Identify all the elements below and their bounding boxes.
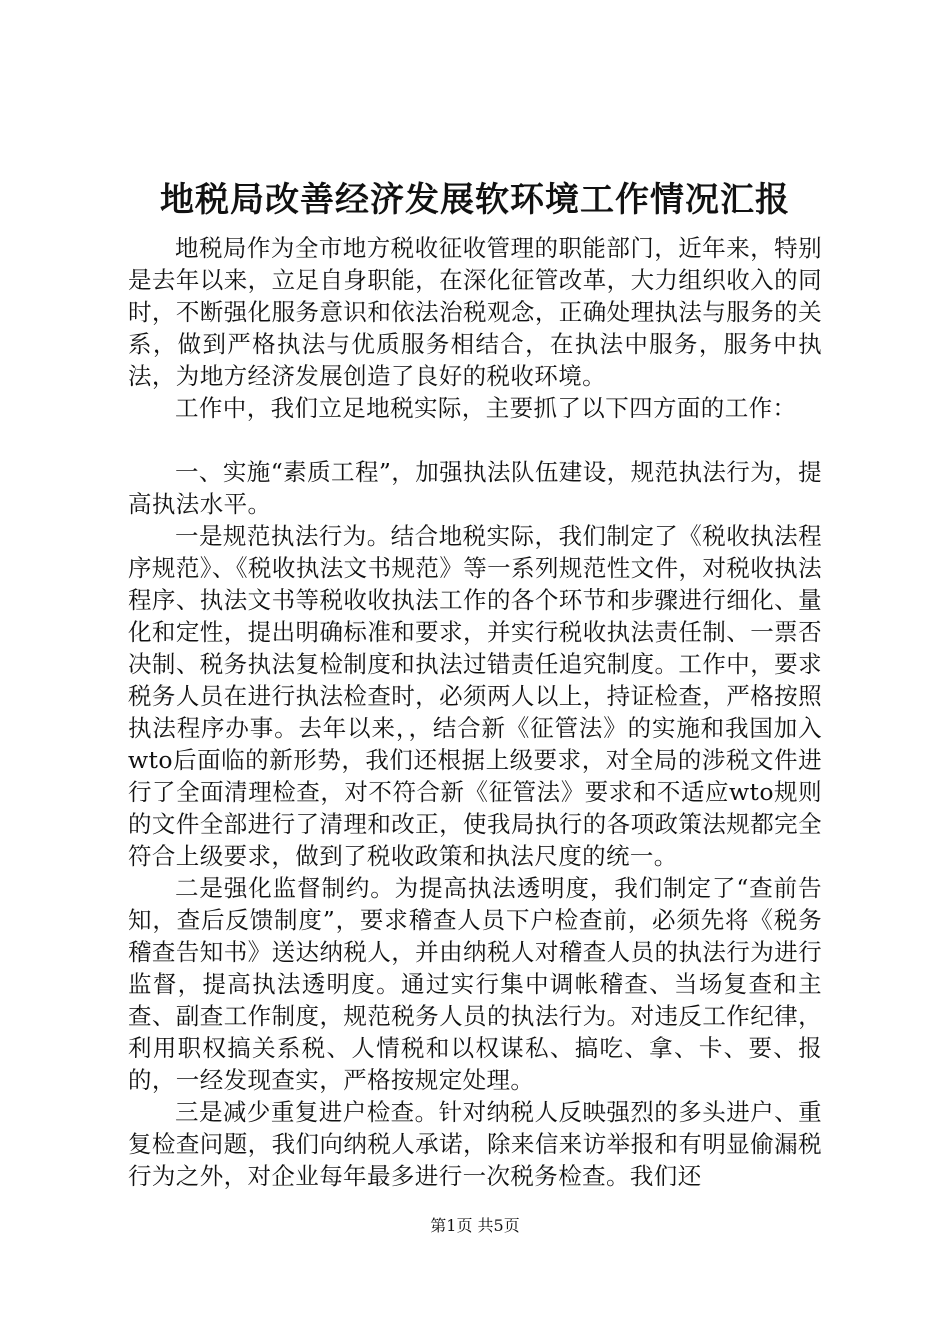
document-body (128, 232, 822, 1192)
document-title: 地税局改善经济发展软环境工作情况汇报 (160, 180, 790, 220)
page-number-footer: 第1页 共5页 (430, 1216, 520, 1235)
paragraph-overview: 工作中，我们立足地税实际，主要抓了以下四方面的工作： (175, 394, 797, 422)
paragraph-point-1: 一是规范执法行为。结合地税实际，我们制定了《税收执法程序规范》、《税收执法文书规范》等一系列规范性文件，对税收执法程序、执法文书等税收收执法工作的各个环节和步骤进行细化、量化和定性，提出明确标准和要求，并实行税收执法责任制、一票否决制、税务执法复检制度和执法过错责任追究制度。工作中，要求税务人员在进行执法检查时，必须两人以上，持证检查，严格按照执法程序办事。去年以来，，结合新《征管法》的实施和我国加入wto后面临的新形势，我们还根据上级要求，对全局的涉税文件进行了全面清理检查，对不符合新《征管法》要求和不适应wto规则的文件全部进行了清理和改正，使我局执行的各项政策法规都完全符合上级要求，做到了税收政策和执法尺度的统一。 (128, 522, 822, 870)
paragraph-point-3: 三是减少重复进户检查。针对纳税人反映强烈的多头进户、重复检查问题，我们向纳税人承诺，除来信来访举报和有明显偷漏税行为之外，对企业每年最多进行一次税务检查。我们还 (128, 1098, 822, 1190)
paragraph-intro: 地税局作为全市地方税收征收管理的职能部门，近年来，特别是去年以来，立足自身职能，在深化征管改革，大力组织收入的同时，不断强化服务意识和依法治税观念，正确处理执法与服务的关系，做到严格执法与优质服务相结合，在执法中服务，服务中执法，为地方经济发展创造了良好的税收环境。 (128, 234, 822, 390)
paragraph-point-2: 二是强化监督制约。为提高执法透明度，我们制定了“查前告知，查后反馈制度”，要求稽查人员下户检查前，必须先将《税务稽查告知书》送达纳税人，并由纳税人对稽查人员的执法行为进行监督，提高执法透明度。通过实行集中调帐稽查、当场复查和主查、副查工作制度，规范税务人员的执法行为。对违反工作纪律，利用职权搞关系税、人情税和以权谋私、搞吃、拿、卡、要、报的，一经发现查实，严格按规定处理。 (128, 874, 822, 1094)
section-heading-1: 一、实施“素质工程”，加强执法队伍建设，规范执法行为，提高执法水平。 (128, 458, 822, 518)
